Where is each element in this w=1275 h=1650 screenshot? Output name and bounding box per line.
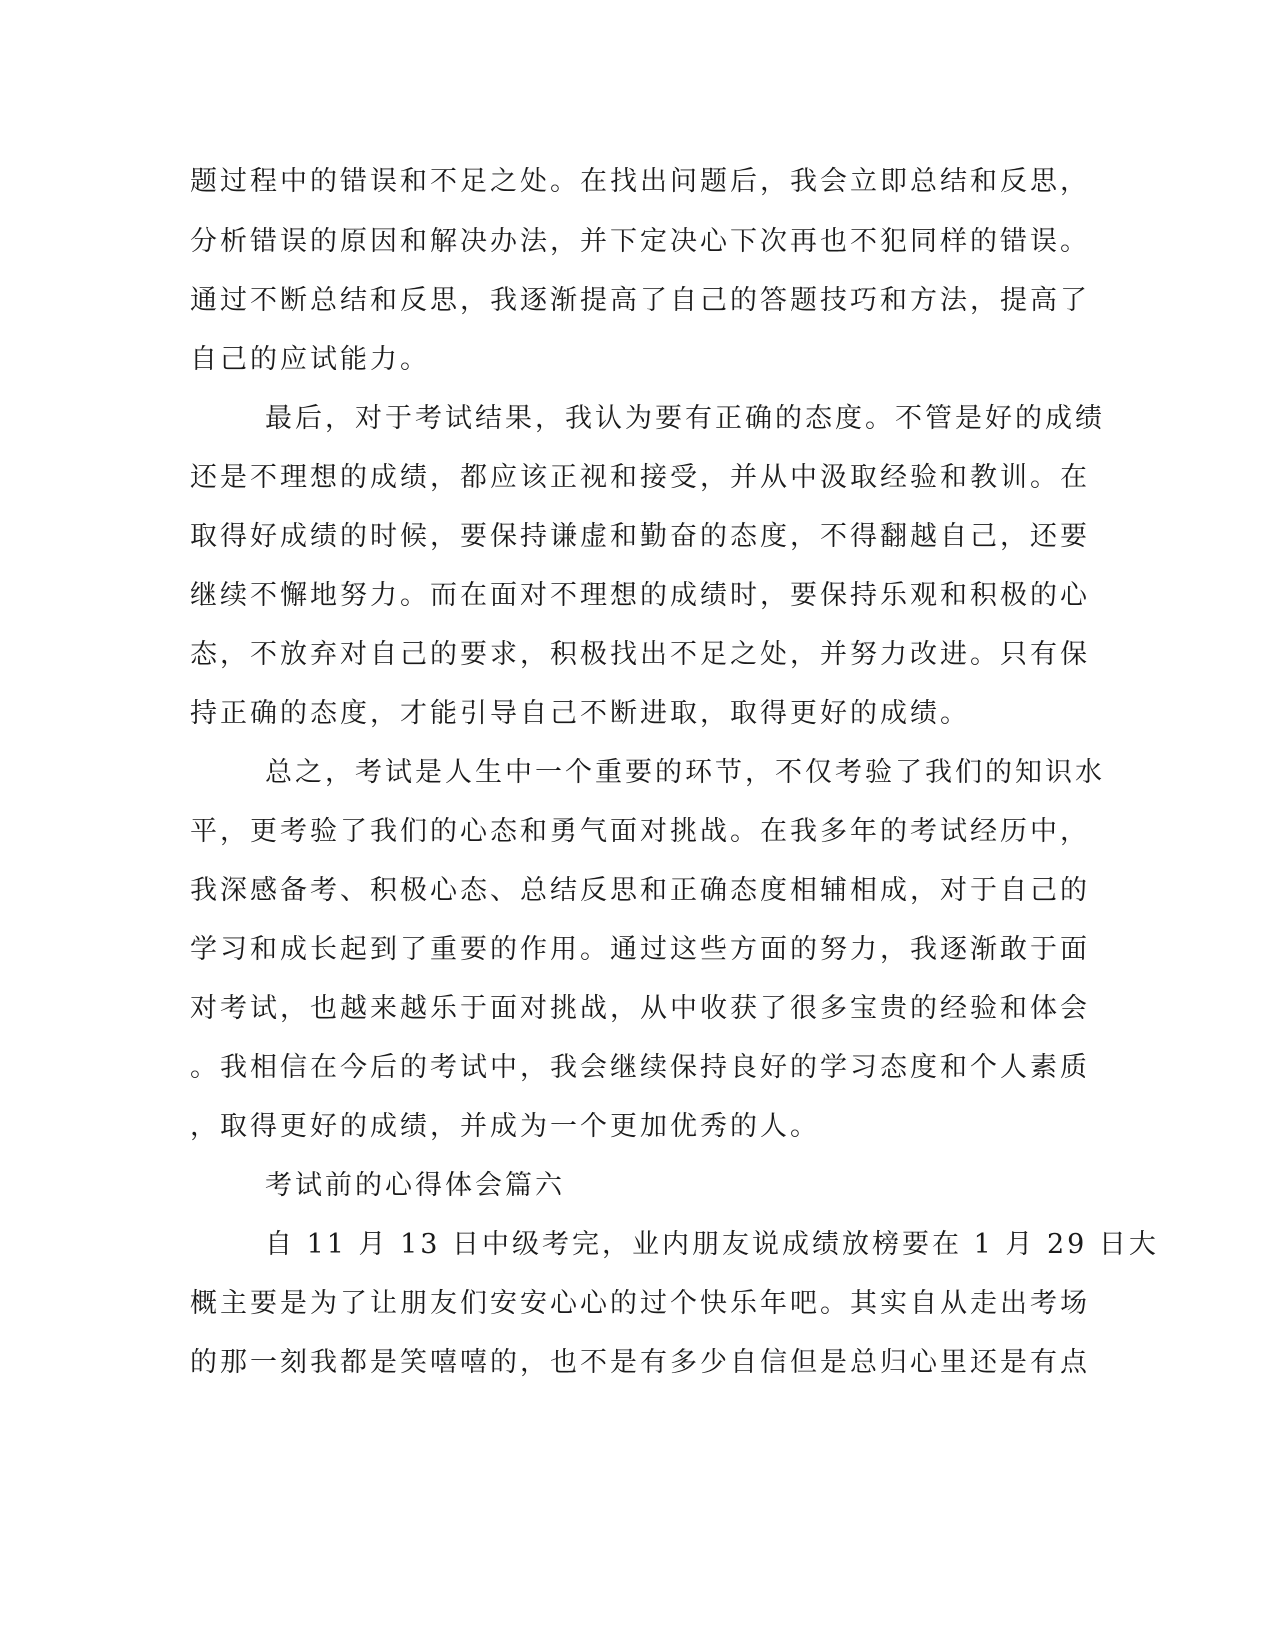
text-line: 概主要是为了让朋友们安安心心的过个快乐年吧。其实自从走出考场 [190,1288,1090,1319]
paragraph-start-line: 最后，对于考试结果，我认为要有正确的态度。不管是好的成绩 [265,403,1105,434]
text-line: 取得好成绩的时候，要保持谦虚和勤奋的态度，不得翻越自己，还要 [190,521,1090,552]
text-line: ，取得更好的成绩，并成为一个更加优秀的人。 [190,1111,820,1142]
text-line: 平，更考验了我们的心态和勇气面对挑战。在我多年的考试经历中， [190,816,1090,847]
text-line: 还是不理想的成绩，都应该正视和接受，并从中汲取经验和教训。在 [190,462,1090,493]
text-line: 态，不放弃对自己的要求，积极找出不足之处，并努力改进。只有保 [190,639,1090,670]
text-line: 。我相信在今后的考试中，我会继续保持良好的学习态度和个人素质 [190,1052,1090,1083]
text-line: 通过不断总结和反思，我逐渐提高了自己的答题技巧和方法，提高了 [190,285,1090,316]
text-line: 继续不懈地努力。而在面对不理想的成绩时，要保持乐观和积极的心 [190,580,1090,611]
text-line: 的那一刻我都是笑嘻嘻的，也不是有多少自信但是总归心里还是有点 [190,1347,1090,1378]
section-heading: 考试前的心得体会篇六 [265,1170,565,1201]
text-line: 分析错误的原因和解决办法，并下定决心下次再也不犯同样的错误。 [190,226,1090,257]
text-line: 持正确的态度，才能引导自己不断进取，取得更好的成绩。 [190,698,970,729]
text-line: 我深感备考、积极心态、总结反思和正确态度相辅相成，对于自己的 [190,875,1090,906]
text-line: 学习和成长起到了重要的作用。通过这些方面的努力，我逐渐敢于面 [190,934,1090,965]
text-line: 自己的应试能力。 [190,344,430,375]
paragraph-start-line: 自 11 月 13 日中级考完，业内朋友说成绩放榜要在 1 月 29 日大 [265,1229,1159,1260]
text-line: 对考试，也越来越乐于面对挑战，从中收获了很多宝贵的经验和体会 [190,993,1090,1024]
text-line: 题过程中的错误和不足之处。在找出问题后，我会立即总结和反思， [190,166,1090,197]
paragraph-start-line: 总之，考试是人生中一个重要的环节，不仅考验了我们的知识水 [265,757,1105,788]
